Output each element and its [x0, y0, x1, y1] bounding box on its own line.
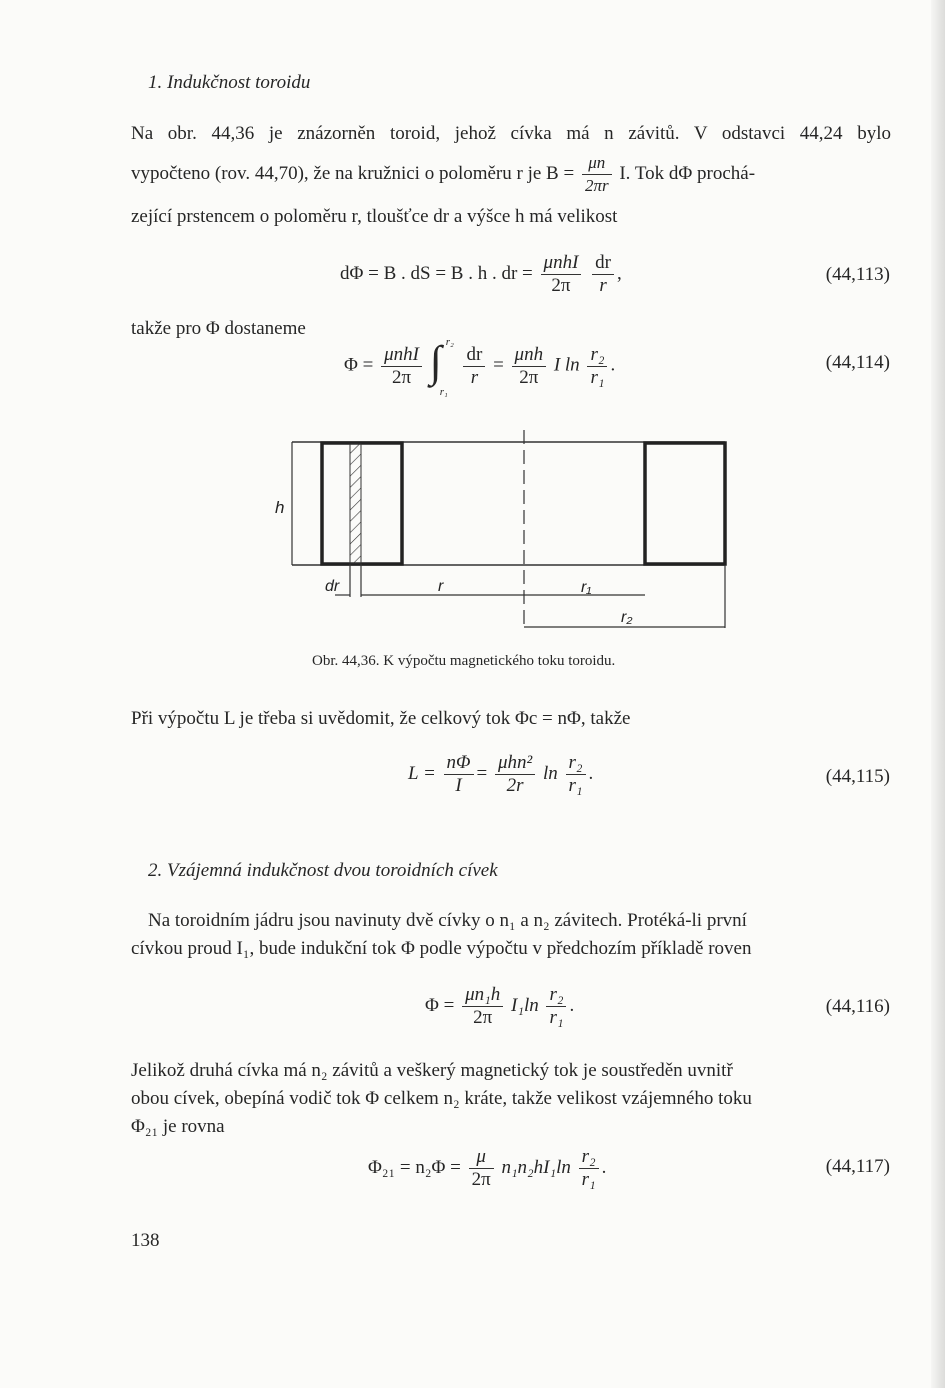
label-r1: r₁: [581, 579, 592, 596]
equation-fraction: [381, 344, 422, 389]
equation-denominator: r₁: [568, 775, 583, 796]
equation-denominator: r₁: [590, 366, 605, 388]
label-r2: r₂: [621, 609, 633, 626]
equation-number-113: (44,113): [825, 264, 890, 285]
paragraph-1-line-2-tail: I. Tok dΦ prochá-: [619, 162, 756, 184]
equation-term: I ln: [553, 354, 580, 376]
equation-numerator: μnhI: [541, 252, 582, 275]
equation-numerator: μhn²: [495, 752, 535, 775]
paragraph-1-line-1: Na obr. 44,36 je znázorněn toroid, jehož cívka má n závitů. V odstavci 44,24 bylo: [131, 123, 891, 144]
equation-numerator: μ: [469, 1146, 494, 1169]
fraction-denominator: 2πr: [584, 176, 609, 195]
equation-lhs: Φ =: [425, 994, 455, 1016]
equation-lhs: L =: [408, 762, 436, 784]
equation-number-115: (44,115): [825, 766, 890, 787]
equation-44-113: dΦ = B . dS = B . h . dr = $\frac{\text{μnhI}}{2\pi}$ $\frac{dr}{r}$ ,: [340, 252, 622, 296]
equation-number-117: (44,117): [825, 1156, 890, 1177]
equation-fraction: [541, 252, 582, 297]
equation-fraction: [462, 984, 503, 1029]
equation-numerator: r₂: [587, 344, 607, 367]
equation-44-117: Φ₂₁ = n₂Φ = $\frac{\mu}{2\pi}$ n₁n₂hI₁ln $\frac{\text{r₂}}{\text{r₁}}$ .: [368, 1146, 607, 1190]
equation-denominator: r₁: [549, 1007, 564, 1028]
paragraph-2: takže pro Φ dostaneme: [131, 318, 306, 339]
section-heading-2: 2. Vzájemná indukčnost dvou toroidních cívek: [148, 860, 498, 881]
paragraph-1-line-2: [131, 152, 891, 197]
equation-numerator: μnhI: [381, 344, 422, 367]
equation-fraction: [587, 344, 607, 389]
equation-fraction: [469, 1146, 494, 1191]
equation-numerator: dr: [592, 252, 614, 275]
equation-denominator: I: [455, 775, 462, 796]
left-winding-section: [322, 443, 402, 564]
equation-fraction: [463, 344, 485, 389]
equation-44-116: Φ = $\frac{\text{μn₁h}}{2\pi}$ I₁ln $\frac{\text{r₂}}{\text{r₁}}$ .: [425, 984, 575, 1028]
equation-fraction: [444, 752, 474, 797]
equation-numerator: μnh: [512, 344, 547, 367]
page-number: 138: [131, 1230, 160, 1251]
paragraph-1: [131, 120, 891, 147]
right-winding-section: [645, 443, 725, 564]
paragraph-4-line-1: Na toroidním jádru jsou navinuty dvě cívky o n₁ a n₂ závitech. Protéká-li první: [148, 910, 747, 931]
equation-term: n₁n₂hI₁ln: [501, 1156, 571, 1178]
equation-numerator: r₂: [579, 1146, 599, 1169]
equation-denominator: 2π: [519, 366, 539, 388]
equation-number-116: (44,116): [825, 996, 890, 1017]
equation-numerator: r₂: [566, 752, 586, 775]
equation-fraction: [566, 752, 586, 797]
paragraph-1-line-2-text: vypočteno (rov. 44,70), že na kružnici o poloměru r je B =: [131, 162, 575, 184]
equation-numerator: nΦ: [444, 752, 474, 775]
hatched-ring-dr: [350, 444, 361, 563]
equation-term: ln: [542, 762, 558, 784]
paragraph-1-line-3: zející prstencem o poloměru r, tloušťce dr a výšce h má velikost: [131, 206, 618, 227]
equation-denominator: 2π: [473, 1007, 493, 1028]
equation-lhs: Φ₂₁ = n₂Φ =: [368, 1156, 461, 1178]
paragraph-5-line-1: Jelikož druhá cívka má n₂ závitů a veškerý magnetický tok je soustředěn uvnitř: [131, 1060, 733, 1081]
equation-numerator: r₂: [546, 984, 566, 1007]
equation-lhs: Φ =: [344, 354, 374, 376]
equation-fraction: [579, 1146, 599, 1191]
equation-denominator: r: [470, 366, 479, 388]
paragraph-3: Při výpočtu L je třeba si uvědomit, že celkový tok Φc = nΦ, takže: [131, 708, 631, 729]
equation-fraction: [592, 252, 614, 297]
equation-denominator: 2r: [506, 775, 524, 796]
equation-denominator: r₁: [581, 1169, 596, 1190]
equation-lhs: dΦ = B . dS = B . h . dr =: [340, 262, 533, 284]
equation-denominator: 2π: [471, 1169, 491, 1190]
equation-term: I₁ln: [511, 994, 539, 1016]
equation-44-115: L = $\frac{n\Phi}{I}$ = $\frac{\text{μhn²}}{2r}$ ln $\frac{\text{r₂}}{\text{r₁}}$ .: [408, 752, 594, 796]
label-r: r: [438, 578, 444, 595]
equation-operator: =: [493, 354, 504, 376]
section-heading-1: 1. Indukčnost toroidu: [148, 72, 311, 93]
paragraph-5-line-3: Φ₂₁ je rovna: [131, 1116, 225, 1137]
equation-44-114: Φ = $\frac{\text{μnhI}}{2\pi}$ ∫ r₂ r₁ $\frac{dr}{r}$ = $\frac{\text{μnh}}{2\pi}$ I ln $\frac{\text{r₂}}{\text{r₁}}$ .: [344, 336, 616, 398]
page-edge-shadow: [931, 0, 945, 1388]
equation-fraction: [546, 984, 566, 1029]
equation-number-114: (44,114): [825, 352, 890, 373]
equation-denominator: 2π: [392, 366, 412, 388]
integral-lower-limit: r₁: [439, 386, 448, 398]
equation-numerator: dr: [463, 344, 485, 367]
equation-fraction: [512, 344, 547, 389]
label-h: h: [275, 498, 285, 517]
paragraph-4-line-2: cívkou proud I₁, bude indukční tok Φ podle výpočtu v předchozím příkladě roven: [131, 938, 752, 959]
label-dr: dr: [325, 578, 340, 595]
fraction-mu-n-over-2pi-r: [582, 152, 612, 197]
toroid-cross-section-figure: [265, 425, 740, 635]
equation-fraction: [495, 752, 535, 797]
equation-denominator: 2π: [551, 275, 571, 296]
equation-numerator: μn₁h: [462, 984, 503, 1007]
fraction-numerator: μn: [582, 152, 612, 175]
figure-caption: Obr. 44,36. K výpočtu magnetického toku toroidu.: [312, 653, 616, 669]
integral-sign: ∫ r₂ r₁: [429, 336, 454, 398]
equation-denominator: r: [599, 275, 607, 296]
integral-upper-limit: r₂: [445, 336, 454, 348]
paragraph-5-line-2: obou cívek, obepíná vodič tok Φ celkem n₂ kráte, takže velikost vzájemného toku: [131, 1088, 752, 1109]
